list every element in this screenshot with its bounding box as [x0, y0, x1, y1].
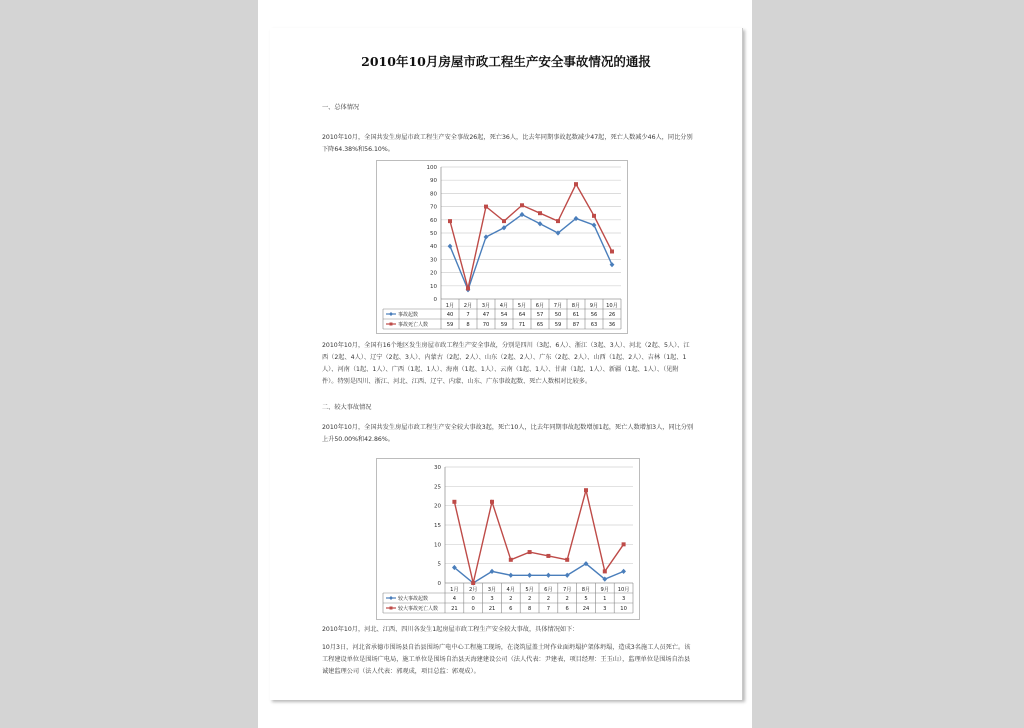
data-label: 0	[471, 596, 475, 602]
category-label: 6月	[544, 587, 553, 593]
data-label: 63	[590, 322, 598, 328]
y-tick-label: 80	[430, 191, 437, 198]
y-tick-label: 60	[430, 217, 437, 224]
data-label: 57	[536, 312, 544, 318]
major-accidents-chart-svg	[377, 459, 639, 619]
category-label: 3月	[481, 303, 491, 309]
data-label: 1	[603, 596, 607, 602]
monthly-accidents-chart	[376, 160, 628, 334]
y-tick-label: 70	[430, 204, 437, 211]
category-label: 9月	[589, 303, 599, 309]
data-point	[527, 573, 532, 578]
data-point	[610, 262, 615, 267]
category-label: 1月	[450, 587, 459, 593]
category-label: 9月	[600, 587, 610, 593]
data-point	[592, 222, 597, 227]
data-label: 56	[590, 312, 598, 318]
data-point	[574, 182, 578, 186]
data-point	[484, 234, 489, 239]
data-label: 5	[584, 596, 588, 602]
data-label: 54	[500, 312, 508, 318]
data-point	[471, 581, 475, 585]
data-point	[556, 219, 560, 223]
data-label: 87	[572, 322, 580, 328]
data-label: 50	[554, 312, 562, 318]
paragraph-5: 10月3日，河北省承德市围场县自治县围场广电中心工程施工现场，在浇筑屋盖土时作业面坍塌护架体坍塌，造成3名施工人员死亡。该工程建设单位是围场广电局，施工单位是围场自治县天海建建设公司（法人代表：尹建表，项目经理：王玉山），监理单位是围场自治县诚建监理公司（法人代表：郭观成，项目总监：郭观成）。	[322, 644, 691, 675]
y-tick-label: 10	[434, 542, 441, 549]
y-tick-label: 0	[433, 297, 437, 303]
y-tick-label: 30	[430, 257, 437, 264]
y-tick-label: 30	[434, 465, 441, 471]
data-point	[546, 573, 551, 578]
data-label: 21	[451, 606, 458, 612]
data-label: 4	[452, 596, 457, 602]
data-point	[622, 542, 626, 546]
document-page	[270, 28, 743, 700]
data-point	[621, 569, 626, 574]
category-label: 4月	[506, 587, 516, 593]
paragraph-2: 2010年10月，全国有16个地区发生房屋市政工程生产安全事故，分别是四川（3起、6人）、浙江（3起、3人）、河北（2起、5人）、江西（2起、4人）、辽宁（2起、3人）、内蒙古（2起、2人）、山东（2起、2人）、广东（2起、2人）、山西（1起、2人）、吉林（1起、1人）、河南（1起、1人）、广西（1起、1人）、海南（1起、1人）、云南（1起、1人）、甘肃（1起、1人）、新疆（1起、1人）、（见附件）。特别是四川、浙江、河北、江西、辽宁、内蒙、山东、广东事故起数、死亡人数相对比较多。	[322, 342, 690, 385]
data-point	[584, 488, 588, 492]
y-tick-label: 10	[430, 283, 437, 290]
paragraph-4: 2010年10月，河北、江西、四川各发生1起房屋市政工程生产安全较大事故，具体情况如下：	[322, 626, 579, 633]
data-point	[603, 569, 607, 573]
category-label: 6月	[535, 303, 545, 309]
series-line	[454, 490, 623, 583]
category-label: 4月	[499, 303, 509, 309]
y-tick-label: 25	[434, 484, 441, 491]
series-line	[454, 564, 623, 583]
paragraph-3: 2010年10月，全国共发生房屋市政工程生产安全较大事故3起，死亡10人，比去年同期事故起数增加1起，死亡人数增加3人，同比分别上升50.00%和42.86%。	[322, 424, 694, 443]
data-point	[538, 221, 543, 226]
category-label: 7月	[562, 587, 572, 593]
data-label: 26	[608, 312, 616, 318]
document-title: 2010年10月房屋市政工程生产安全事故情况的通报	[361, 54, 651, 69]
y-tick-label: 100	[426, 165, 437, 171]
category-label: 2月	[463, 303, 473, 309]
monthly-accidents-chart-svg	[377, 161, 627, 333]
legend-label: 事故起数	[398, 312, 419, 318]
legend-label: 事故死亡人数	[398, 322, 429, 328]
data-label: 7	[546, 606, 551, 612]
data-label: 2	[546, 596, 551, 602]
category-label: 10月	[606, 303, 618, 309]
data-label: 24	[582, 606, 590, 612]
data-label: 0	[471, 606, 475, 612]
category-label: 8月	[571, 303, 581, 309]
data-label: 2	[527, 596, 532, 602]
section-2-heading: 二、较大事故情况	[322, 404, 372, 411]
legend-label: 较大事故死亡人数	[398, 606, 439, 612]
data-label: 6	[509, 606, 513, 612]
section-1-heading: 一、总体情况	[322, 104, 360, 111]
data-label: 61	[572, 312, 580, 318]
data-label: 2	[509, 596, 513, 602]
data-label: 65	[536, 322, 544, 328]
data-label: 3	[490, 596, 494, 602]
data-label: 36	[608, 322, 616, 328]
category-label: 7月	[553, 303, 563, 309]
paragraph-1: 2010年10月，全国共发生房屋市政工程生产安全事故26起，死亡36人，比去年同期事故起数减少47起，死亡人数减少46人，同比分别下降64.38%和56.10%。	[322, 134, 693, 153]
data-point	[610, 249, 614, 253]
data-point	[509, 558, 513, 562]
legend-marker	[390, 323, 393, 326]
data-label: 10	[620, 606, 627, 612]
data-label: 6	[565, 606, 569, 612]
legend-marker	[390, 607, 393, 610]
y-tick-label: 15	[434, 523, 441, 529]
data-label: 70	[482, 322, 490, 328]
data-label: 2	[565, 596, 569, 602]
y-tick-label: 20	[434, 503, 441, 510]
legend-marker	[389, 312, 393, 316]
data-label: 21	[488, 606, 496, 612]
y-tick-label: 90	[430, 178, 437, 185]
y-tick-label: 0	[437, 581, 441, 587]
data-label: 59	[500, 322, 508, 328]
data-label: 8	[527, 606, 532, 612]
legend-label: 较大事故起数	[398, 596, 429, 602]
data-point	[466, 286, 470, 290]
major-accidents-chart	[376, 458, 640, 620]
data-point	[592, 214, 596, 218]
data-label: 47	[482, 312, 490, 318]
data-point	[448, 244, 453, 249]
data-label: 59	[446, 322, 454, 328]
data-point	[490, 500, 494, 504]
data-label: 64	[518, 312, 526, 318]
data-label: 7	[466, 312, 470, 318]
data-point	[565, 558, 569, 562]
data-point	[502, 219, 506, 223]
data-label: 40	[446, 312, 454, 318]
y-tick-label: 20	[430, 270, 437, 277]
legend-marker	[389, 596, 393, 600]
data-point	[452, 500, 456, 504]
series-line	[450, 215, 612, 290]
data-point	[484, 205, 488, 209]
data-label: 59	[554, 322, 562, 328]
data-point	[448, 219, 452, 223]
data-label: 71	[518, 322, 526, 328]
data-label: 8	[466, 322, 470, 328]
data-point	[546, 554, 550, 558]
category-label: 3月	[487, 587, 497, 593]
category-label: 10月	[617, 587, 630, 593]
category-label: 2月	[468, 587, 478, 593]
data-point	[520, 203, 524, 207]
category-label: 8月	[581, 587, 591, 593]
y-tick-label: 40	[430, 244, 437, 251]
y-tick-label: 50	[430, 231, 437, 237]
data-label: 3	[621, 596, 626, 602]
data-label: 3	[603, 606, 607, 612]
category-label: 1月	[445, 303, 455, 309]
data-point	[528, 550, 532, 554]
category-label: 5月	[517, 303, 527, 309]
data-point	[538, 211, 542, 215]
category-label: 5月	[525, 587, 534, 593]
data-point	[508, 573, 513, 578]
y-tick-label: 5	[437, 561, 441, 568]
